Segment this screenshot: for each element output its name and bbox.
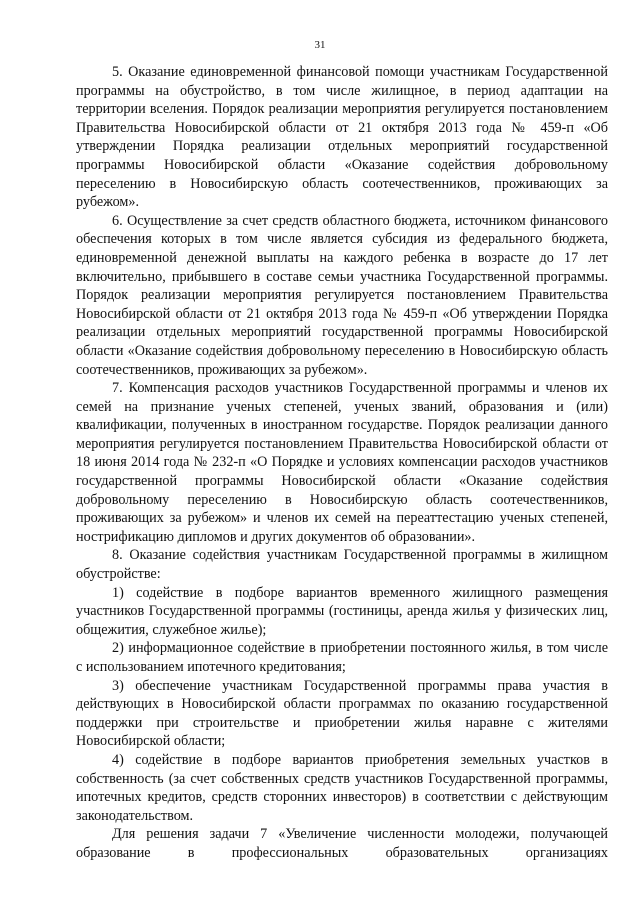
page-number: 31 [314, 39, 326, 51]
paragraph-item-5: 5. Оказание единовременной финансовой помощи участникам Государственной программы на обустройство, в том числе жилищное, в период адаптации на территории вселения. Порядок реализации мероприятия регулируется постановлением Правительства Новосибирской области от 21 октября 2013 года № 459-п «Об утверждении Порядка реализации отдельных мероприятий государственной программы Новосибирской области «Оказание содействия добровольному переселению в Новосибирскую область соотечественников, проживающих за рубежом». [76, 64, 608, 211]
paragraph-task-7: Для решения задачи 7 «Увеличение численности молодежи, получающей образование в профессиональных образовательных организациях [76, 826, 608, 861]
paragraph-item-8: 8. Оказание содействия участникам Государственной программы в жилищном обустройстве: [76, 547, 608, 583]
paragraph-item-6: 6. Осуществление за счет средств областного бюджета, источником финансового обеспечения которых в том числе является субсидия из федерального бюджета, единовременной денежной выплаты на каждого ребенка в возрасте до 17 лет включительно, прибывшего в составе семьи участника Государственной программы. Порядок реализации мероприятия регулируется постановлением Правительства Новосибирской области от 21 октября 2013 года № 459-п «Об утверждении Порядка реализации отдельных мероприятий государственной программы Новосибирской области «Оказание содействия добровольному переселению в Новосибирскую область соотечественников, проживающих за рубежом». [76, 212, 608, 378]
paragraph-subitem-2: 2) информационное содействие в приобретении постоянного жилья, в том числе с использованием ипотечного кредитования; [76, 640, 608, 675]
paragraph-item-7: 7. Компенсация расходов участников Государственной программы и членов их семей на признание ученых степеней, ученых званий, образования и (или) квалификации, полученных в иностранном государстве. Порядок реализации данного мероприятия регулируется постановлением Правительства Новосибирской области от 18 июня 2014 года № 232-п «О Порядке и условиях компенсации расходов участников государственной программы Новосибирской области «Оказание содействия добровольному переселению в Новосибирскую область соотечественников, проживающих за рубежом» и членов их семей на переаттестацию ученых степеней, нострификацию дипломов и других документов об образовании». [76, 380, 608, 545]
paragraph-subitem-3: 3) обеспечение участникам Государственной программы права участия в действующих в Новосибирской области программах по оказанию государственной поддержки при строительстве и приобретении жилья наравне с жителями Новосибирской области; [76, 677, 608, 750]
paragraph-subitem-4: 4) содействие в подборе вариантов приобретения земельных участков в собственность (за счет собственных средств участников Государственной программы, ипотечных кредитов, средств сторонних инвесторов) в соответствии с действующим законодательством. [76, 751, 608, 824]
document-body [76, 63, 608, 863]
paragraph-subitem-1: 1) содействие в подборе вариантов временного жилищного размещения участников Государственной программы (гостиницы, аренда жилья у физических лиц, общежития, служебное жилье); [76, 584, 608, 638]
